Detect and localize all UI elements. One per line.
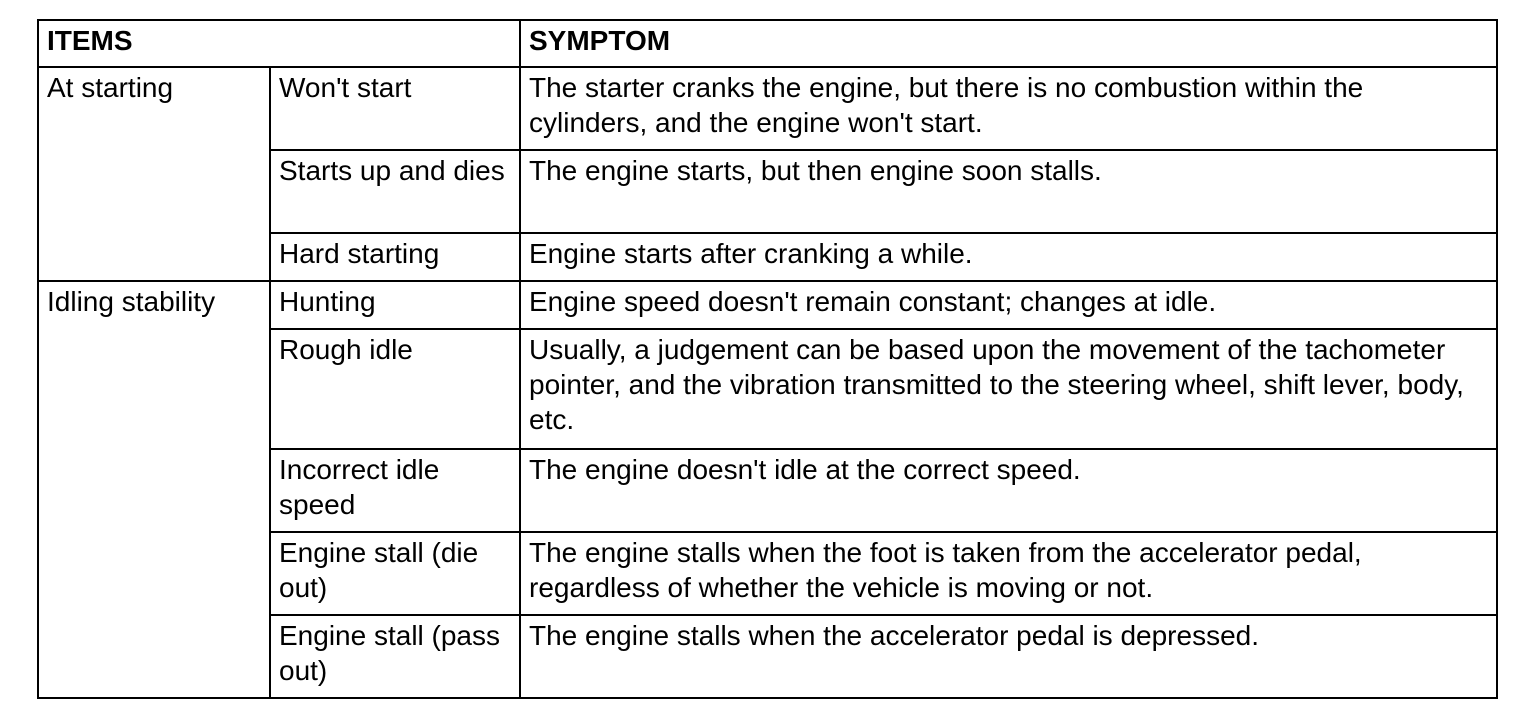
header-symptom: SYMPTOM [520, 20, 1497, 67]
item-cell: Hunting [270, 281, 520, 329]
symptom-table [37, 19, 1498, 699]
symptom-cell: The engine starts, but then engine soon stalls. [520, 150, 1497, 233]
symptom-cell: Engine starts after cranking a while. [520, 233, 1497, 281]
symptom-cell: Engine speed doesn't remain constant; changes at idle. [520, 281, 1497, 329]
item-cell: Rough idle [270, 329, 520, 449]
table-row [38, 67, 1497, 150]
item-cell: Starts up and dies [270, 150, 520, 233]
header-row [38, 20, 1497, 67]
table-row [38, 281, 1497, 329]
category-at-starting: At starting [38, 67, 270, 281]
item-cell: Won't start [270, 67, 520, 150]
item-cell: Incorrect idle speed [270, 449, 520, 532]
symptom-cell: Usually, a judgement can be based upon the movement of the tachometer pointer, and the vibration transmitted to the steering wheel, shift lever, body, etc. [520, 329, 1497, 449]
symptom-cell: The engine doesn't idle at the correct speed. [520, 449, 1497, 532]
header-items: ITEMS [38, 20, 520, 67]
category-idling-stability: Idling stability [38, 281, 270, 698]
item-cell: Hard starting [270, 233, 520, 281]
item-cell: Engine stall (pass out) [270, 615, 520, 698]
symptom-cell: The starter cranks the engine, but there is no combustion within the cylinders, and the engine won't start. [520, 67, 1497, 150]
item-cell: Engine stall (die out) [270, 532, 520, 615]
symptom-cell: The engine stalls when the foot is taken from the accelerator pedal, regardless of whether the vehicle is moving or not. [520, 532, 1497, 615]
symptom-cell: The engine stalls when the accelerator pedal is depressed. [520, 615, 1497, 698]
